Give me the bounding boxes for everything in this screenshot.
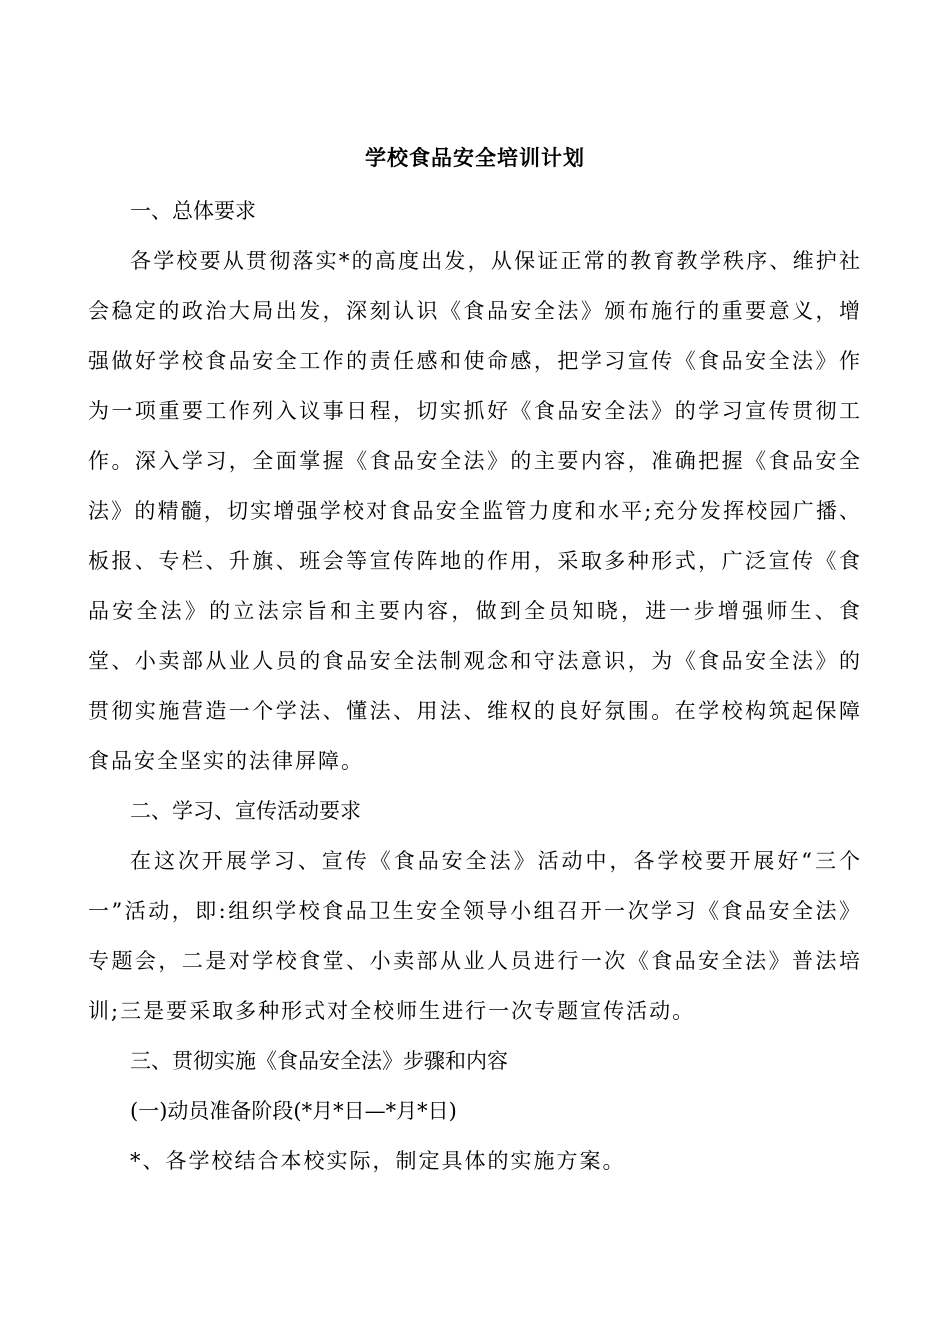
stage-item-implementation-plan: *、各学校结合本校实际，制定具体的实施方案。 [130,1149,626,1173]
stage-heading-mobilization: (一)动员准备阶段(*月*日—*月*日) [130,1099,457,1123]
section-body-study-campaign: 在这次开展学习、宣传《食品安全法》活动中，各学校要开展好“三个一”活动，即:组织学校食品卫生安全领导小组召开一次学习《食品安全法》专题会，二是对学校食堂、小卖部从业人员进行一次《食品安全法》普法培训;三是要采取多种形式对全校师生进行一次专题宣传活动。 [88,849,862,1023]
section-body-overall-requirements: 各学校要从贯彻落实*的高度出发，从保证正常的教育教学秩序、维护社会稳定的政治大局出发，深刻认识《食品安全法》颁布施行的重要意义，增强做好学校食品安全工作的责任感和使命感，把学习宣传《食品安全法》作为一项重要工作列入议事日程，切实抓好《食品安全法》的学习宣传贯彻工作。深入学习，全面掌握《食品安全法》的主要内容，准确把握《食品安全法》的精髓，切实增强学校对食品安全监管力度和水平;充分发挥校园广播、板报、专栏、升旗、班会等宣传阵地的作用，采取多种形式，广泛宣传《食品安全法》的立法宗旨和主要内容，做到全员知晓，进一步增强师生、食堂、小卖部从业人员的食品安全法制观念和守法意识，为《食品安全法》的贯彻实施营造一个学法、懂法、用法、维权的良好氛围。在学校构筑起保障食品安全坚实的法律屏障。 [88,249,862,773]
section-heading-study-campaign: 二、学习、宣传活动要求 [130,799,361,823]
document-page [88,136,862,1186]
section-heading-overall-requirements: 一、总体要求 [130,199,256,223]
section-heading-implementation-steps: 三、贯彻实施《食品安全法》步骤和内容 [130,1049,508,1073]
document-title: 学校食品安全培训计划 [365,145,585,170]
